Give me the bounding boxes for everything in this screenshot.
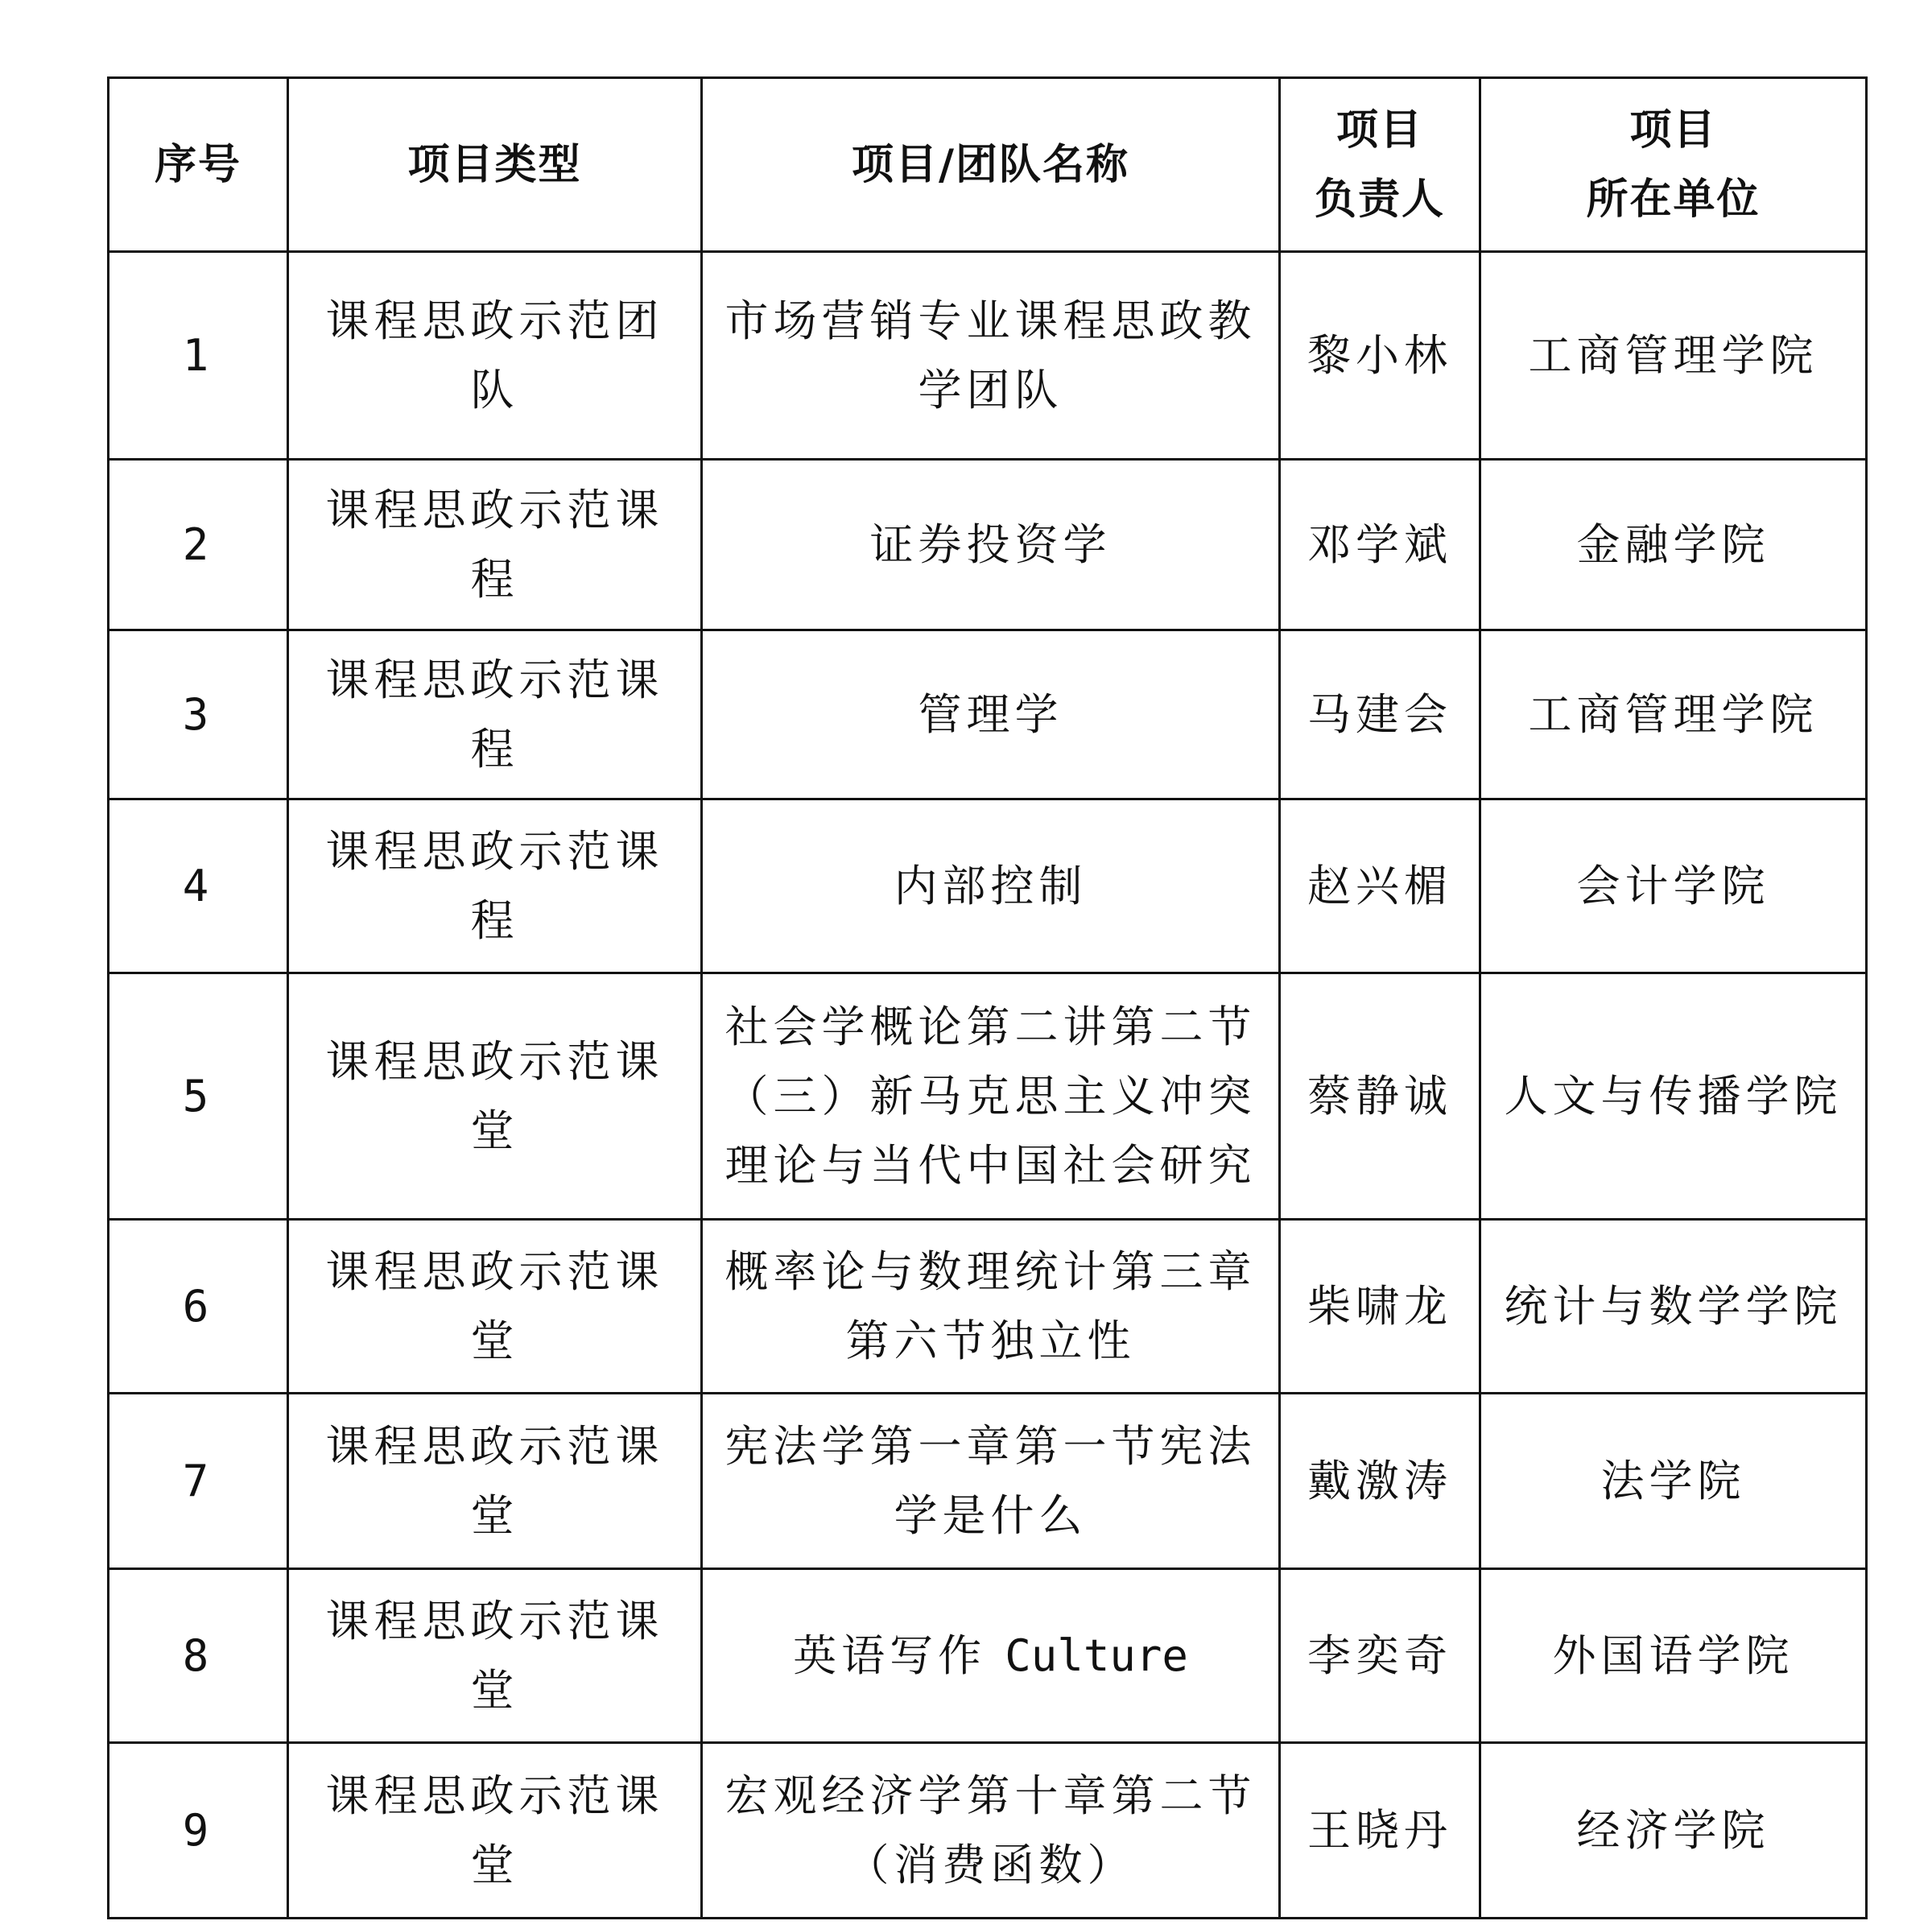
header-unit (1480, 78, 1867, 252)
table-row (109, 799, 1867, 973)
cell-unit: 会计学院 (1480, 799, 1867, 973)
cell-name: 市场营销专业课程思政教学团队 (702, 252, 1280, 460)
table-header-row (109, 78, 1867, 252)
cell-name: 管理学 (702, 630, 1280, 799)
header-name: 项目/团队名称 (702, 78, 1280, 252)
cell-unit: 统计与数学学院 (1480, 1220, 1867, 1394)
cell-name (702, 1569, 1280, 1743)
cell-leader: 邓学斌 (1280, 460, 1480, 630)
table-row (109, 252, 1867, 460)
cell-type: 课程思政示范课堂 (288, 1743, 702, 1919)
cell-leader: 王晓丹 (1280, 1743, 1480, 1919)
table-row (109, 460, 1867, 630)
cell-leader: 马建会 (1280, 630, 1480, 799)
cell-name-cn: 英语写作 (793, 1630, 987, 1681)
cell-unit: 法学院 (1480, 1394, 1867, 1569)
cell-unit: 工商管理学院 (1480, 252, 1867, 460)
cell-unit: 工商管理学院 (1480, 630, 1867, 799)
cell-name: 社会学概论第二讲第二节（三）新马克思主义冲突理论与当代中国社会研究 (702, 973, 1280, 1220)
cell-type: 课程思政示范课程 (288, 799, 702, 973)
cell-leader: 黎小林 (1280, 252, 1480, 460)
cell-type: 课程思政示范团队 (288, 252, 702, 460)
cell-index: 2 (109, 460, 288, 630)
cell-name: 概率论与数理统计第三章第六节独立性 (702, 1220, 1280, 1394)
cell-unit: 经济学院 (1480, 1743, 1867, 1919)
header-leader (1280, 78, 1480, 252)
cell-unit: 金融学院 (1480, 460, 1867, 630)
cell-name: 内部控制 (702, 799, 1280, 973)
cell-type: 课程思政示范课程 (288, 630, 702, 799)
cell-index: 8 (109, 1569, 288, 1743)
header-index: 序号 (109, 78, 288, 252)
header-leader-line1: 项目 (1335, 105, 1423, 155)
cell-leader: 柴啸龙 (1280, 1220, 1480, 1394)
cell-name: 宪法学第一章第一节宪法学是什么 (702, 1394, 1280, 1569)
cell-index: 5 (109, 973, 288, 1220)
table-row (109, 1394, 1867, 1569)
cell-name: 证券投资学 (702, 460, 1280, 630)
cell-leader: 戴激涛 (1280, 1394, 1480, 1569)
header-type: 项目类型 (288, 78, 702, 252)
cell-index: 3 (109, 630, 288, 799)
cell-index: 1 (109, 252, 288, 460)
header-unit-line1: 项目 (1629, 105, 1717, 155)
table-row (109, 1220, 1867, 1394)
header-unit-line2: 所在单位 (1586, 175, 1761, 224)
table-row (109, 973, 1867, 1220)
cell-name-en: Culture (1005, 1630, 1188, 1681)
cell-type: 课程思政示范课堂 (288, 1220, 702, 1394)
table-row (109, 1569, 1867, 1743)
cell-index: 6 (109, 1220, 288, 1394)
cell-leader: 李奕奇 (1280, 1569, 1480, 1743)
table-row (109, 630, 1867, 799)
table-row (109, 1743, 1867, 1919)
project-table (107, 76, 1868, 1919)
cell-unit: 外国语学院 (1480, 1569, 1867, 1743)
cell-leader: 赵兴楣 (1280, 799, 1480, 973)
cell-index: 9 (109, 1743, 288, 1919)
cell-type: 课程思政示范课堂 (288, 1394, 702, 1569)
header-leader-line2: 负责人 (1314, 175, 1445, 224)
cell-unit: 人文与传播学院 (1480, 973, 1867, 1220)
cell-type: 课程思政示范课堂 (288, 973, 702, 1220)
cell-name: 宏观经济学第十章第二节（消费函数） (702, 1743, 1280, 1919)
cell-type: 课程思政示范课程 (288, 460, 702, 630)
cell-index: 4 (109, 799, 288, 973)
cell-type: 课程思政示范课堂 (288, 1569, 702, 1743)
cell-index: 7 (109, 1394, 288, 1569)
cell-leader: 蔡静诚 (1280, 973, 1480, 1220)
